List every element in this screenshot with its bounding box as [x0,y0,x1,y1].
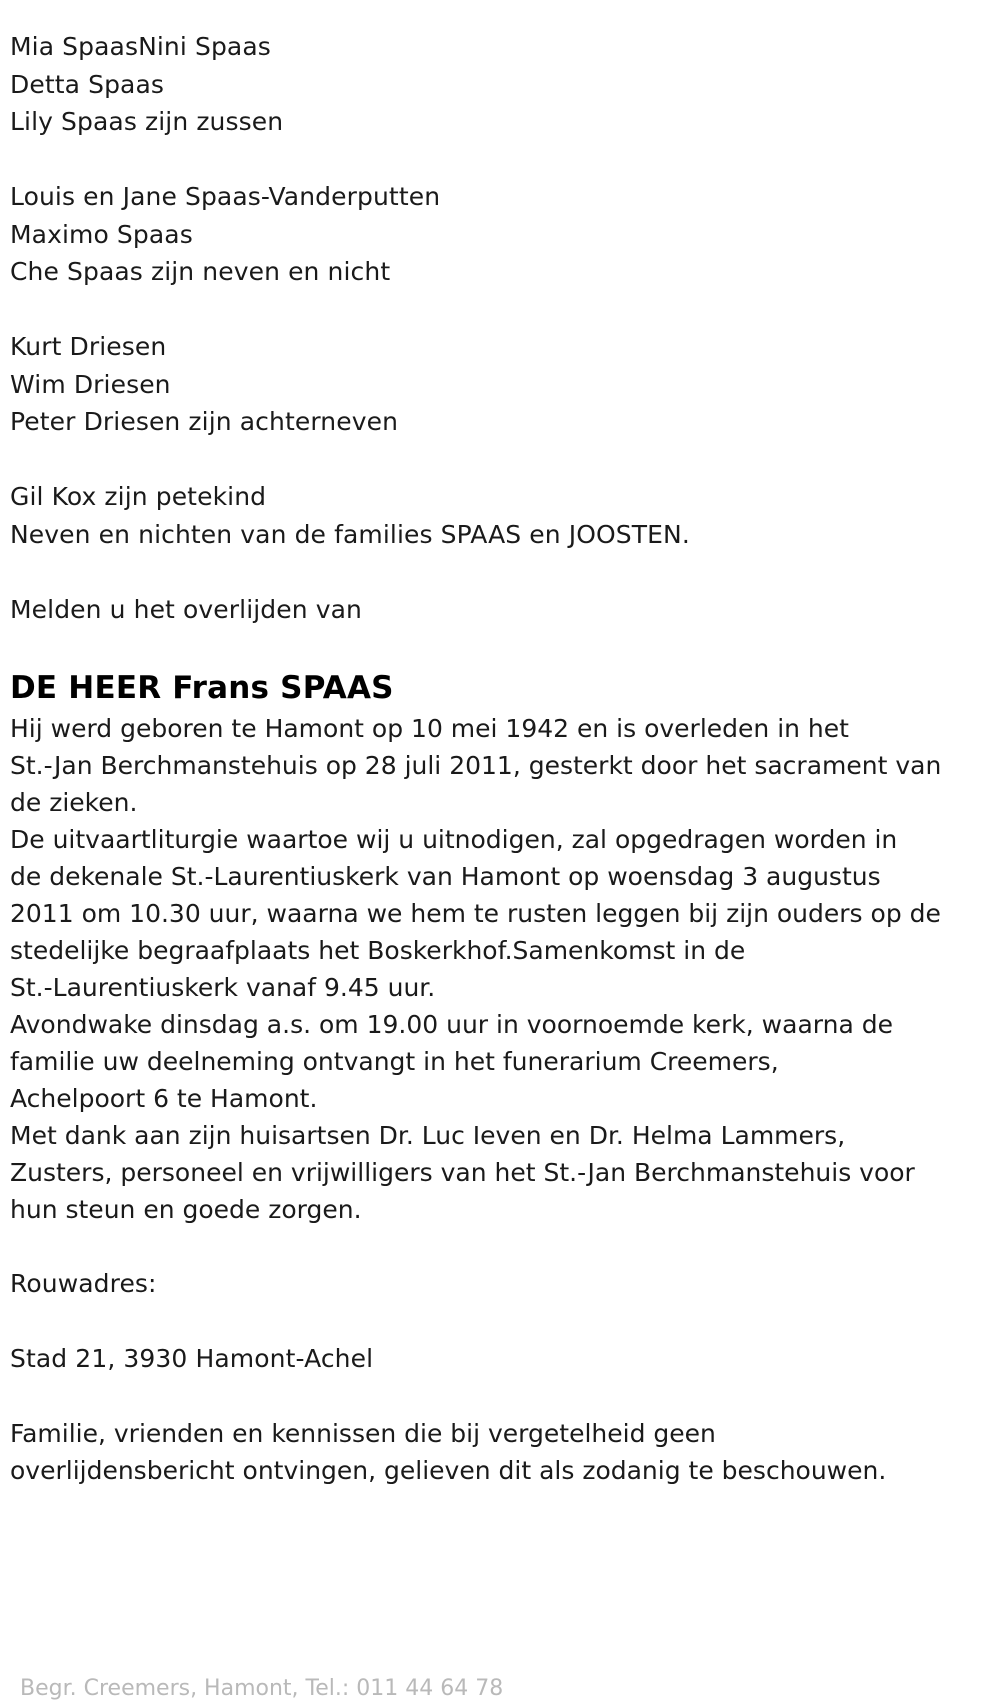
nephews-line-2: Maximo Spaas [10,219,193,249]
details-line-9: Avondwake dinsdag a.s. om 19.00 uur in voornoemde kerk, waarna de [10,1009,893,1039]
details-line-13: Zusters, personeel en vrijwilligers van het St.-Jan Berchmanstehuis voor [10,1157,915,1187]
spacer-7 [10,1303,990,1341]
notice-line-1: Familie, vrienden en kennissen die bij vergetelheid geen [10,1419,716,1448]
sisters-line-2: Detta Spaas [10,69,165,99]
footer-block [20,1673,503,1705]
details-line-12: Met dank aan zijn huisartsen Dr. Luc Ieven en Dr. Helma Lammers, [10,1120,846,1150]
nephews-line-3: Che Spaas zijn neven en nicht [10,257,391,286]
details-line-7: stedelijke begraafplaats het Boskerkhof.Samenkomst in de [10,935,746,965]
spacer-8 [10,1378,990,1416]
nephews-nieces-block [10,178,990,291]
great-nephews-line-2: Wim Driesen [10,369,171,399]
deceased-name-heading: DE HEER Frans SPAAS [10,669,394,706]
announcement-intro: Melden u het overlijden van [10,594,362,624]
details-line-2: St.-Jan Berchmanstehuis op 28 juli 2011, gesterkt door het sacrament van [10,750,942,780]
details-line-14: hun steun en goede zorgen. [10,1194,362,1224]
details-line-1: Hij werd geboren te Hamont op 10 mei 1942 en is overleden in het [10,713,849,743]
great-nephews-line-3: Peter Driesen zijn achterneven [10,407,399,436]
notice-block [10,1415,990,1489]
spacer-3 [10,441,990,479]
funeral-home-credit: Begr. Creemers, Hamont, Tel.: 011 44 64 78 [20,1676,504,1701]
great-nephews-line-1: Kurt Driesen [10,332,167,361]
extended-family-line: Neven en nichten van de families SPAAS en JOOSTEN. [10,519,690,549]
mourning-address-label: Rouwadres: [10,1269,157,1298]
details-line-10: familie uw deelneming ontvangt in het funerarium Creemers, [10,1046,779,1076]
godchild-line: Gil Kox zijn petekind [10,482,267,511]
details-line-3: de zieken. [10,787,138,817]
details-line-11: Achelpoort 6 te Hamont. [10,1083,318,1113]
sisters-line-3: Lily Spaas zijn zussen [10,107,284,136]
sisters-block [10,28,990,141]
announcement-intro-block [10,591,990,629]
spacer-1 [10,141,990,179]
details-block [10,710,990,1228]
details-line-5: de dekenale St.-Laurentiuskerk van Hamont op woensdag 3 augustus [10,861,881,891]
nephews-line-1: Louis en Jane Spaas-Vanderputten [10,182,441,211]
mourning-address-block [10,1265,990,1378]
great-nephews-block [10,328,990,441]
sisters-line-1: Mia SpaasNini Spaas [10,32,271,61]
spacer-5 [10,628,990,666]
godchild-block [10,478,990,553]
mourning-address-value: Stad 21, 3930 Hamont-Achel [10,1344,374,1373]
details-line-8: St.-Laurentiuskerk vanaf 9.45 uur. [10,972,436,1002]
details-line-4: De uitvaartliturgie waartoe wij u uitnodigen, zal opgedragen worden in [10,824,898,854]
notice-line-2: overlijdensbericht ontvingen, gelieven dit als zodanig te beschouwen. [10,1456,887,1485]
spacer-2 [10,291,990,329]
obituary-content [10,28,990,1701]
details-line-6: 2011 om 10.30 uur, waarna we hem te rusten leggen bij zijn ouders op de [10,898,941,928]
spacer-6 [10,1228,990,1266]
spacer-4 [10,553,990,591]
